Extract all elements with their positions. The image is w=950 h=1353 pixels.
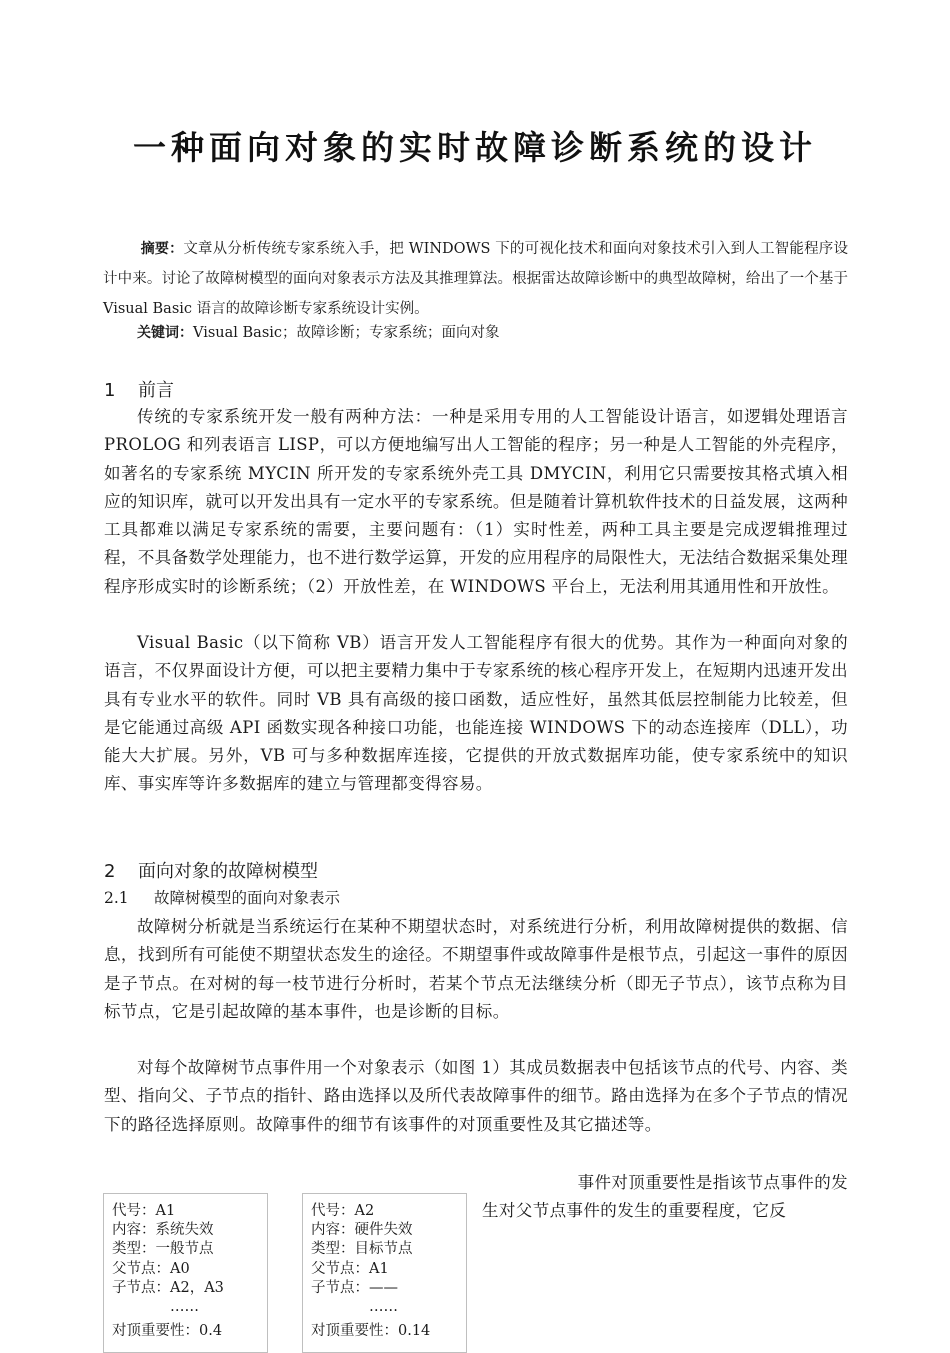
keywords	[137, 318, 500, 348]
section-2-heading	[104, 857, 318, 883]
node-parent: 父节点：A1	[311, 1260, 389, 1277]
side-text-line-1: 事件对顶重要性是指该节点事件的发	[577, 1173, 848, 1192]
subsection-2-1-number: 2.1	[104, 889, 129, 907]
node-children: 子节点：A2，A3	[112, 1279, 224, 1296]
node-type: 类型：目标节点	[311, 1241, 413, 1258]
section-2-title: 面向对象的故障树模型	[138, 861, 318, 882]
node-importance: 对顶重要性：0.4	[112, 1323, 223, 1340]
node-ellipsis: ……	[170, 1299, 199, 1316]
section-1-title: 前言	[138, 380, 174, 401]
side-text-line-2: 生对父节点事件的发生的重要程度，它反	[482, 1201, 787, 1221]
section-1-number: 1	[104, 380, 116, 401]
keywords-label: 关键词：	[137, 325, 193, 341]
paper-title: 一种面向对象的实时故障诊断系统的设计	[133, 128, 817, 167]
fault-node-a2-box	[302, 1193, 467, 1353]
subsection-2-1-title: 故障树模型的面向对象表示	[154, 889, 341, 907]
node-code: 代号：A1	[112, 1203, 176, 1219]
side-text	[482, 1169, 848, 1226]
section-1-paragraph-1: 传统的专家系统开发一般有两种方法：一种是采用专用的人工智能设计语言，如逻辑处理语言 PROLOG 和列表语言 LISP，可以方便地编写出人工智能的程序；另一种是人工智能的外壳程序，如著名的专家系统 MYCIN 所开发的专家系统外壳工具 DMYCIN，利用它只需要按其格式填入相应的知识库，就可以开发出具有一定水平的专家系统。但是随着计算机软件技术的日益发展，这两种工具都难以满足专家系统的需要，主要问题有：（1）实时性差，两种工具主要是完成逻辑推理过程，不具备数学处理能力，也不进行数学运算，开发的应用程序的局限性大，无法结合数据采集处理程序形成实时的诊断系统；（2）开放性差，在 WINDOWS 平台上，无法利用其通用性和开放性。	[104, 407, 848, 596]
abstract-label: 摘要：	[140, 241, 184, 257]
keywords-text: Visual Basic；故障诊断；专家系统；面向对象	[193, 325, 500, 341]
section-2-paragraph-2: 对每个故障树节点事件用一个对象表示（如图 1）其成员数据表中包括该节点的代号、内容、类型、指向父、子节点的指针、路由选择以及所代表故障事件的细节。路由选择为在多个子节点的情况下的路径选择原则。故障事件的细节有该事件的对顶重要性及其它描述等。	[104, 1058, 848, 1134]
node-type: 类型：一般节点	[112, 1241, 214, 1258]
fault-node-a1-box	[103, 1193, 268, 1353]
subsection-2-1-heading	[104, 886, 340, 908]
node-importance: 对顶重要性：0.14	[311, 1323, 431, 1340]
node-content: 内容：硬件失效	[311, 1222, 413, 1239]
section-1-heading	[104, 376, 174, 402]
node-children: 子节点：——	[311, 1279, 398, 1296]
node-ellipsis: ……	[369, 1299, 398, 1316]
abstract	[103, 234, 848, 324]
node-parent: 父节点：A0	[112, 1260, 190, 1277]
node-code: 代号：A2	[311, 1203, 375, 1219]
section-1-paragraph-2: Visual Basic（以下简称 VB）语言开发人工智能程序有很大的优势。其作为一种面向对象的语言，不仅界面设计方便，可以把主要精力集中于专家系统的核心程序开发上，在短期内迅速开发出具有专业水平的软件。同时 VB 具有高级的接口函数，适应性好，虽然其低层控制能力比较差，但是它能通过高级 API 函数实现各种接口功能，也能连接 WINDOWS 下的动态连接库（DLL），功能大大扩展。另外，VB 可与多种数据库连接，它提供的开放式数据库功能，使专家系统中的知识库、事实库等许多数据库的建立与管理都变得容易。	[104, 633, 848, 794]
abstract-text: 文章从分析传统专家系统入手，把 WINDOWS 下的可视化技术和面向对象技术引入到人工智能程序设计中来。讨论了故障树模型的面向对象表示方法及其推理算法。根据雷达故障诊断中的典型故障树，给出了一个基于 Visual Basic 语言的故障诊断专家系统设计实例。	[103, 241, 848, 317]
node-content: 内容：系统失效	[112, 1222, 214, 1239]
section-2-number: 2	[104, 861, 116, 882]
section-2-paragraph-1: 故障树分析就是当系统运行在某种不期望状态时，对系统进行分析，利用故障树提供的数据、信息，找到所有可能使不期望状态发生的途径。不期望事件或故障事件是根节点，引起这一事件的原因是子节点。在对树的每一枝节进行分析时，若某个节点无法继续分析（即无子节点），该节点称为目标节点，它是引起故障的基本事件，也是诊断的目标。	[104, 917, 848, 1021]
